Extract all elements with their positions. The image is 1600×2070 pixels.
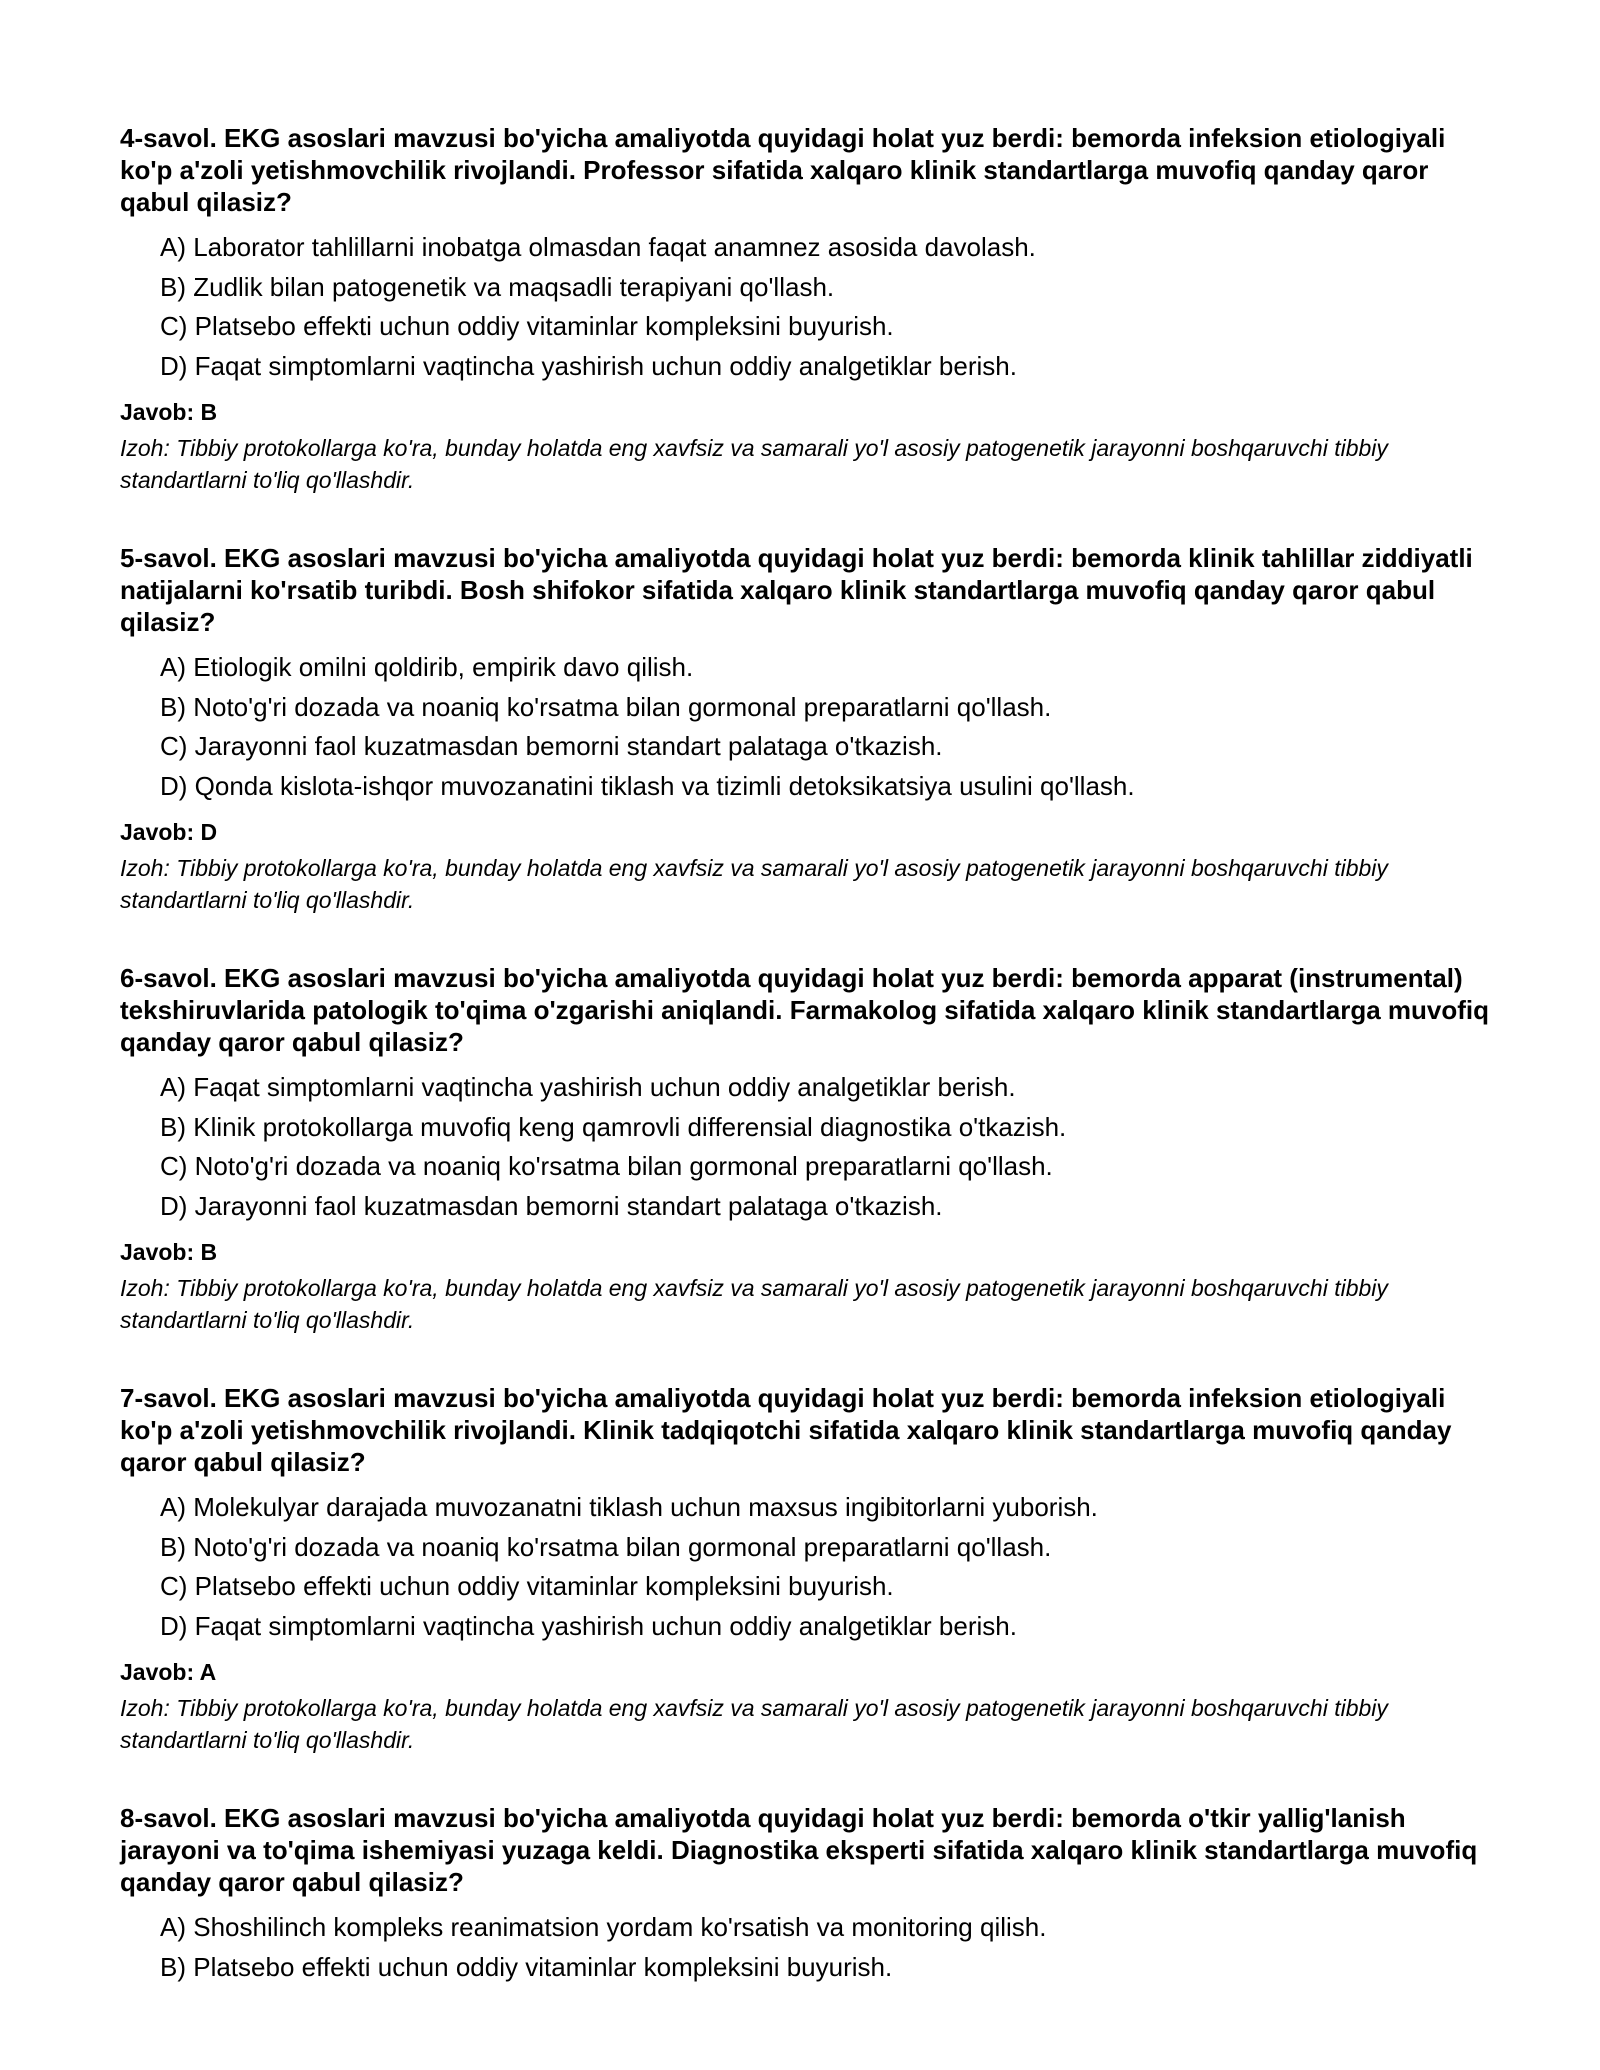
option-a: A) Laborator tahlillarni inobatga olmasdan faqat anamnez asosida davolash. bbox=[160, 232, 1036, 262]
question-text: 4-savol. EKG asoslari mavzusi bo'yicha amaliyotda quyidagi holat yuz berdi: bemorda infeksion etiologiyali ko'p a'zoli yetishmovchilik rivojlandi. Professor sifatida xalqaro klinik standartlarga muvofiq qanday qaror qabul qilasiz? bbox=[120, 123, 1446, 217]
question-text: 8-savol. EKG asoslari mavzusi bo'yicha amaliyotda quyidagi holat yuz berdi: bemorda o'tkir yallig'lanish jarayoni va to'qima ishemiyasi yuzaga keldi. Diagnostika eksperti sifatida xalqaro klinik standartlarga muvofiq qanday qaror qabul qilasiz? bbox=[120, 1803, 1478, 1897]
options-list bbox=[120, 1068, 1490, 1226]
options-list bbox=[120, 648, 1490, 806]
option-a: A) Molekulyar darajada muvozanatni tiklash uchun maxsus ingibitorlarni yuborish. bbox=[160, 1492, 1098, 1522]
question-text: 5-savol. EKG asoslari mavzusi bo'yicha amaliyotda quyidagi holat yuz berdi: bemorda klinik tahlillar ziddiyatli natijalarni ko'rsatib turibdi. Bosh shifokor sifatida xalqaro klinik standartlarga muvofiq qanday qaror qabul qilasiz? bbox=[120, 543, 1473, 637]
question-text: 7-savol. EKG asoslari mavzusi bo'yicha amaliyotda quyidagi holat yuz berdi: bemorda infeksion etiologiyali ko'p a'zoli yetishmovchilik rivojlandi. Klinik tadqiqotchi sifatida xalqaro klinik standartlarga muvofiq qanday qaror qabul qilasiz? bbox=[120, 1383, 1452, 1477]
option-b: B) Noto'g'ri dozada va noaniq ko'rsatma bilan gormonal preparatlarni qo'llash. bbox=[160, 1531, 1052, 1562]
option-c: C) Platsebo effekti uchun oddiy vitaminlar kompleksini buyurish. bbox=[160, 1571, 894, 1601]
answer-label: Javob: B bbox=[120, 1239, 218, 1265]
option-a: A) Faqat simptomlarni vaqtincha yashirish uchun oddiy analgetiklar berish. bbox=[160, 1072, 1016, 1102]
option-d: D) Faqat simptomlarni vaqtincha yashirish uchun oddiy analgetiklar berish. bbox=[160, 350, 1017, 381]
option-c: C) Noto'g'ri dozada va noaniq ko'rsatma bilan gormonal preparatlarni qo'llash. bbox=[160, 1151, 1053, 1181]
option-c: C) Jarayonni faol kuzatmasdan bemorni standart palataga o'tkazish. bbox=[160, 731, 943, 761]
option-b: B) Platsebo effekti uchun oddiy vitaminlar kompleksini buyurish. bbox=[160, 1951, 893, 1982]
question-text: 6-savol. EKG asoslari mavzusi bo'yicha amaliyotda quyidagi holat yuz berdi: bemorda apparat (instrumental) tekshiruvlarida patologik to'qima o'zgarishi aniqlandi. Farmakolog sifatida xalqaro klinik standartlarga muvofiq qanday qaror qabul qilasiz? bbox=[120, 963, 1489, 1057]
explanation-text: Izoh: Tibbiy protokollarga ko'ra, bunday holatda eng xavfsiz va samarali yo'l asosiy patogenetik jarayonni boshqaruvchi tibbiy standartlarni to'liq qo'llashdir. bbox=[120, 855, 1388, 913]
question-block-8 bbox=[120, 1802, 1490, 1987]
explanation-text: Izoh: Tibbiy protokollarga ko'ra, bunday holatda eng xavfsiz va samarali yo'l asosiy patogenetik jarayonni boshqaruvchi tibbiy standartlarni to'liq qo'llashdir. bbox=[120, 435, 1388, 493]
answer-label: Javob: D bbox=[120, 819, 218, 845]
answer-label: Javob: B bbox=[120, 399, 218, 425]
document-page bbox=[120, 122, 1490, 2033]
explanation-text: Izoh: Tibbiy protokollarga ko'ra, bunday holatda eng xavfsiz va samarali yo'l asosiy patogenetik jarayonni boshqaruvchi tibbiy standartlarni to'liq qo'llashdir. bbox=[120, 1695, 1388, 1753]
question-block-7 bbox=[120, 1382, 1490, 1756]
explanation-text: Izoh: Tibbiy protokollarga ko'ra, bunday holatda eng xavfsiz va samarali yo'l asosiy patogenetik jarayonni boshqaruvchi tibbiy standartlarni to'liq qo'llashdir. bbox=[120, 1275, 1388, 1333]
option-b: B) Zudlik bilan patogenetik va maqsadli terapiyani qo'llash. bbox=[160, 271, 835, 302]
options-list bbox=[120, 1488, 1490, 1646]
question-block-4 bbox=[120, 122, 1490, 496]
options-list bbox=[120, 228, 1490, 386]
option-d: D) Jarayonni faol kuzatmasdan bemorni standart palataga o'tkazish. bbox=[160, 1190, 943, 1221]
option-d: D) Qonda kislota-ishqor muvozanatini tiklash va tizimli detoksikatsiya usulini qo'llash. bbox=[160, 770, 1135, 801]
question-block-5 bbox=[120, 542, 1490, 916]
option-a: A) Shoshilinch kompleks reanimatsion yordam ko'rsatish va monitoring qilish. bbox=[160, 1912, 1047, 1942]
answer-label: Javob: A bbox=[120, 1659, 217, 1685]
option-d: D) Faqat simptomlarni vaqtincha yashirish uchun oddiy analgetiklar berish. bbox=[160, 1610, 1017, 1641]
option-b: B) Noto'g'ri dozada va noaniq ko'rsatma bilan gormonal preparatlarni qo'llash. bbox=[160, 691, 1052, 722]
option-b: B) Klinik protokollarga muvofiq keng qamrovli differensial diagnostika o'tkazish. bbox=[160, 1111, 1067, 1142]
option-c: C) Platsebo effekti uchun oddiy vitaminlar kompleksini buyurish. bbox=[160, 311, 894, 341]
option-a: A) Etiologik omilni qoldirib, empirik davo qilish. bbox=[160, 652, 694, 682]
question-block-6 bbox=[120, 962, 1490, 1336]
options-list bbox=[120, 1908, 1490, 1987]
